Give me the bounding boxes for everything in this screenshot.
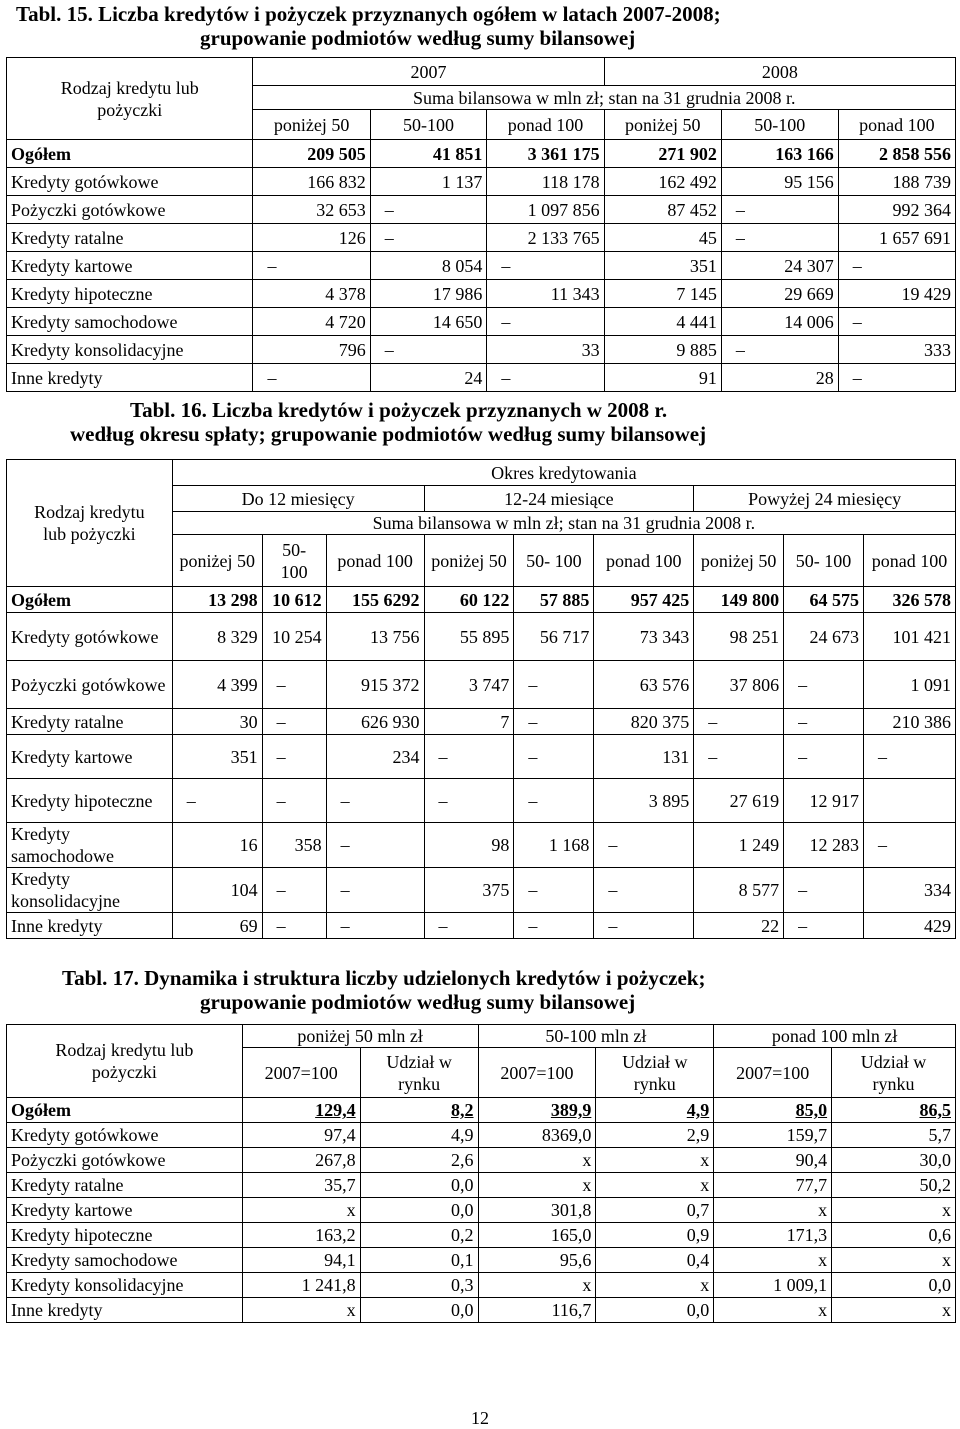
table-cell: x <box>714 1248 832 1273</box>
table-cell: 334 <box>864 868 956 913</box>
table-cell: 0,0 <box>360 1173 478 1198</box>
table-cell: 63 576 <box>594 661 694 709</box>
table-row <box>7 735 956 779</box>
table-cell: – <box>784 661 864 709</box>
table-row <box>7 587 956 613</box>
table-row <box>7 252 956 280</box>
table-cell: 118 178 <box>487 168 604 196</box>
table-row <box>7 1173 956 1198</box>
table-cell: – <box>370 224 487 252</box>
table-17-index-header: 2007=100 <box>714 1048 832 1098</box>
row-label: Ogółem <box>7 1098 243 1123</box>
table-16-col-header: 50- 100 <box>262 535 326 587</box>
table-cell: – <box>262 709 326 735</box>
row-label: Kredyty konsolidacyjne <box>7 1273 243 1298</box>
table-row <box>7 913 956 939</box>
table-cell: 4,9 <box>596 1098 714 1123</box>
table-cell: 0,0 <box>596 1298 714 1323</box>
row-label: Kredyty hipoteczne <box>7 280 253 308</box>
table-cell-empty <box>864 779 956 823</box>
table-cell: x <box>714 1198 832 1223</box>
table-cell: 129,4 <box>242 1098 360 1123</box>
table-cell: – <box>326 823 424 868</box>
table-16-col-header: 50- 100 <box>514 535 594 587</box>
table-row <box>7 709 956 735</box>
table-cell: 56 717 <box>514 613 594 661</box>
table-cell: – <box>838 364 955 392</box>
table-row <box>7 308 956 336</box>
table-cell: 12 917 <box>784 779 864 823</box>
table-cell: x <box>242 1298 360 1323</box>
table-cell: 3 361 175 <box>487 140 604 168</box>
table-cell: 9 885 <box>604 336 721 364</box>
table-cell: 1 657 691 <box>838 224 955 252</box>
table-cell: 149 800 <box>694 587 784 613</box>
table-17 <box>6 1024 956 1323</box>
table-cell: x <box>596 1173 714 1198</box>
table-cell: 326 578 <box>864 587 956 613</box>
table-row <box>7 868 956 913</box>
table-cell: x <box>478 1273 596 1298</box>
table-15-subheader: Suma bilansowa w mln zł; stan na 31 grudnia 2008 r. <box>253 86 956 110</box>
table-17-share-header: Udział w rynku <box>832 1048 956 1098</box>
table-cell: 97,4 <box>242 1123 360 1148</box>
table-cell: 33 <box>487 336 604 364</box>
table-row <box>7 168 956 196</box>
table-cell: 27 619 <box>694 779 784 823</box>
row-label: Kredyty konsolidacyjne <box>7 336 253 364</box>
row-label: Kredyty gotówkowe <box>7 613 173 661</box>
table-cell: 57 885 <box>514 587 594 613</box>
table-cell: 50,2 <box>832 1173 956 1198</box>
page-number: 12 <box>471 1408 489 1428</box>
table-cell: 4 378 <box>253 280 370 308</box>
table-cell: 1 241,8 <box>242 1273 360 1298</box>
table-cell: 1 249 <box>694 823 784 868</box>
table-cell: 0,9 <box>596 1223 714 1248</box>
table-cell: 16 <box>172 823 262 868</box>
table-cell: 45 <box>604 224 721 252</box>
table-cell: x <box>832 1248 956 1273</box>
table-cell: 166 832 <box>253 168 370 196</box>
table-cell: 0,2 <box>360 1223 478 1248</box>
table-cell: 0,6 <box>832 1223 956 1248</box>
table-cell: 429 <box>864 913 956 939</box>
table-cell: 131 <box>594 735 694 779</box>
table-cell: 0,0 <box>360 1298 478 1323</box>
table-row <box>7 1248 956 1273</box>
table-cell: 24 <box>370 364 487 392</box>
row-label: Pożyczki gotówkowe <box>7 1148 243 1173</box>
table-row <box>7 661 956 709</box>
table-cell: – <box>326 779 424 823</box>
table-row <box>7 196 956 224</box>
table-cell: x <box>478 1173 596 1198</box>
table-cell: 104 <box>172 868 262 913</box>
table-cell: – <box>487 308 604 336</box>
table-16-col-header: poniżej 50 <box>694 535 784 587</box>
table-cell: 5,7 <box>832 1123 956 1148</box>
table-cell: 35,7 <box>242 1173 360 1198</box>
row-label: Kredyty samochodowe <box>7 823 173 868</box>
table-16-group-header: Do 12 miesięcy <box>172 486 424 512</box>
row-label: Ogółem <box>7 140 253 168</box>
table-17-index-header: 2007=100 <box>242 1048 360 1098</box>
table-17-share-header: Udział w rynku <box>360 1048 478 1098</box>
table-cell: 98 <box>424 823 514 868</box>
table-cell: – <box>514 779 594 823</box>
table-16-title-line2: według okresu spłaty; grupowanie podmiotów według sumy bilansowej <box>70 422 707 446</box>
table-17-share-header: Udział w rynku <box>596 1048 714 1098</box>
row-label: Inne kredyty <box>7 913 173 939</box>
table-16 <box>6 459 956 939</box>
table-row <box>7 364 956 392</box>
table-17-index-header: 2007=100 <box>478 1048 596 1098</box>
table-16-title-line1: Tabl. 16. Liczba kredytów i pożyczek przyznanych w 2008 r. <box>130 398 668 422</box>
table-cell: 0,1 <box>360 1248 478 1273</box>
table-cell: 30 <box>172 709 262 735</box>
row-label: Ogółem <box>7 587 173 613</box>
table-cell: 11 343 <box>487 280 604 308</box>
table-15-col-header: 50-100 <box>370 110 487 140</box>
table-row <box>7 1298 956 1323</box>
table-cell: 86,5 <box>832 1098 956 1123</box>
row-label: Kredyty ratalne <box>7 224 253 252</box>
table-16-group-header: Powyżej 24 miesięcy <box>694 486 956 512</box>
table-15-year-2007: 2007 <box>253 58 604 86</box>
table-cell: 162 492 <box>604 168 721 196</box>
table-15-col-header: poniżej 50 <box>604 110 721 140</box>
row-label: Kredyty hipoteczne <box>7 1223 243 1248</box>
row-label: Kredyty kartowe <box>7 252 253 280</box>
table-cell: 0,7 <box>596 1198 714 1223</box>
table-cell: – <box>514 709 594 735</box>
table-cell: – <box>514 913 594 939</box>
row-label: Kredyty gotówkowe <box>7 168 253 196</box>
table-cell: 0,0 <box>832 1273 956 1298</box>
table-cell: 271 902 <box>604 140 721 168</box>
table-cell: 8 054 <box>370 252 487 280</box>
table-row <box>7 823 956 868</box>
table-cell: x <box>714 1298 832 1323</box>
table-cell: – <box>694 735 784 779</box>
table-cell: 3 747 <box>424 661 514 709</box>
table-cell: 32 653 <box>253 196 370 224</box>
table-cell: – <box>784 709 864 735</box>
table-cell: 41 851 <box>370 140 487 168</box>
table-cell: 24 307 <box>721 252 838 280</box>
table-cell: – <box>424 913 514 939</box>
table-cell: 2,6 <box>360 1148 478 1173</box>
row-label: Kredyty samochodowe <box>7 1248 243 1273</box>
table-row <box>7 336 956 364</box>
table-17-group-header: 50-100 mln zł <box>478 1025 714 1048</box>
table-cell: – <box>262 661 326 709</box>
table-cell: x <box>242 1198 360 1223</box>
table-cell: 1 097 856 <box>487 196 604 224</box>
table-cell: 30,0 <box>832 1148 956 1173</box>
table-cell: 91 <box>604 364 721 392</box>
table-15-col-header: ponad 100 <box>487 110 604 140</box>
table-cell: 3 895 <box>594 779 694 823</box>
table-cell: – <box>487 364 604 392</box>
table-cell: 14 006 <box>721 308 838 336</box>
table-cell: 8 577 <box>694 868 784 913</box>
table-cell: 10 612 <box>262 587 326 613</box>
table-cell: 4 399 <box>172 661 262 709</box>
table-cell: – <box>370 196 487 224</box>
table-16-row-header: Rodzaj kredytu lub pożyczki <box>7 460 173 587</box>
row-label: Kredyty gotówkowe <box>7 1123 243 1148</box>
table-17-title <box>16 966 956 1014</box>
row-label: Kredyty kartowe <box>7 1198 243 1223</box>
table-cell: 820 375 <box>594 709 694 735</box>
table-cell: 17 986 <box>370 280 487 308</box>
table-15-title-line2: grupowanie podmiotów według sumy bilansowej <box>200 26 636 50</box>
table-cell: 389,9 <box>478 1098 596 1123</box>
table-cell: 73 343 <box>594 613 694 661</box>
table-cell: 19 429 <box>838 280 955 308</box>
row-label: Pożyczki gotówkowe <box>7 196 253 224</box>
table-cell: 1 168 <box>514 823 594 868</box>
table-cell: 301,8 <box>478 1198 596 1223</box>
table-cell: 234 <box>326 735 424 779</box>
table-cell: – <box>487 252 604 280</box>
table-15-row-header: Rodzaj kredytu lub pożyczki <box>7 58 253 140</box>
table-cell: – <box>864 823 956 868</box>
table-cell: 98 251 <box>694 613 784 661</box>
table-cell: – <box>172 779 262 823</box>
table-cell: 77,7 <box>714 1173 832 1198</box>
table-cell: 12 283 <box>784 823 864 868</box>
table-17-title-line1: Tabl. 17. Dynamika i struktura liczby udzielonych kredytów i pożyczek; <box>62 966 706 990</box>
table-17-row-header: Rodzaj kredytu lub pożyczki <box>7 1025 243 1098</box>
table-cell: 163 166 <box>721 140 838 168</box>
table-row <box>7 1273 956 1298</box>
table-17-group-header: ponad 100 mln zł <box>714 1025 956 1048</box>
table-row <box>7 1223 956 1248</box>
table-cell: 90,4 <box>714 1148 832 1173</box>
table-row <box>7 224 956 252</box>
table-cell: 2 858 556 <box>838 140 955 168</box>
table-cell: x <box>832 1198 956 1223</box>
table-cell: – <box>514 868 594 913</box>
table-cell: 351 <box>172 735 262 779</box>
table-row <box>7 1148 956 1173</box>
table-16-title <box>16 398 956 446</box>
table-cell: – <box>326 868 424 913</box>
table-cell: 626 930 <box>326 709 424 735</box>
table-cell: 7 <box>424 709 514 735</box>
table-cell: 85,0 <box>714 1098 832 1123</box>
table-cell: 1 137 <box>370 168 487 196</box>
table-15-year-2008: 2008 <box>604 58 955 86</box>
table-cell: x <box>596 1148 714 1173</box>
row-label: Kredyty hipoteczne <box>7 779 173 823</box>
table-cell: 992 364 <box>838 196 955 224</box>
table-17-title-line2: grupowanie podmiotów według sumy bilansowej <box>200 990 636 1014</box>
table-cell: x <box>832 1298 956 1323</box>
table-cell: 101 421 <box>864 613 956 661</box>
table-cell: – <box>262 779 326 823</box>
table-cell: 188 739 <box>838 168 955 196</box>
table-cell: 155 6292 <box>326 587 424 613</box>
table-15 <box>6 57 956 392</box>
table-cell: – <box>253 364 370 392</box>
table-16-col-header: ponad 100 <box>326 535 424 587</box>
table-16-group-header: 12-24 miesiące <box>424 486 694 512</box>
table-cell: 210 386 <box>864 709 956 735</box>
table-cell: 2 133 765 <box>487 224 604 252</box>
table-16-period-header: Okres kredytowania <box>172 460 955 486</box>
table-cell: 0,3 <box>360 1273 478 1298</box>
table-15-title <box>16 2 956 50</box>
table-cell: – <box>514 661 594 709</box>
table-cell: – <box>370 336 487 364</box>
table-15-col-header: poniżej 50 <box>253 110 370 140</box>
table-cell: 0,4 <box>596 1248 714 1273</box>
table-cell: – <box>424 779 514 823</box>
row-label: Kredyty konsolidacyjne <box>7 868 173 913</box>
table-cell: – <box>721 336 838 364</box>
table-cell: – <box>326 913 424 939</box>
table-cell: 13 756 <box>326 613 424 661</box>
table-cell: – <box>784 868 864 913</box>
row-label: Inne kredyty <box>7 364 253 392</box>
table-cell: 116,7 <box>478 1298 596 1323</box>
table-cell: 8 329 <box>172 613 262 661</box>
row-label: Inne kredyty <box>7 1298 243 1323</box>
table-16-col-header: poniżej 50 <box>424 535 514 587</box>
table-row <box>7 140 956 168</box>
table-cell: – <box>838 308 955 336</box>
table-cell: – <box>721 224 838 252</box>
table-cell: 14 650 <box>370 308 487 336</box>
row-label: Pożyczki gotówkowe <box>7 661 173 709</box>
table-cell: 7 145 <box>604 280 721 308</box>
table-cell: x <box>596 1273 714 1298</box>
table-cell: – <box>721 196 838 224</box>
table-cell: – <box>424 735 514 779</box>
table-row <box>7 1123 956 1148</box>
table-cell: 1 091 <box>864 661 956 709</box>
table-cell: – <box>514 735 594 779</box>
table-cell: – <box>784 913 864 939</box>
table-cell: 87 452 <box>604 196 721 224</box>
table-16-col-header: ponad 100 <box>864 535 956 587</box>
table-cell: 4,9 <box>360 1123 478 1148</box>
table-cell: 351 <box>604 252 721 280</box>
table-cell: 69 <box>172 913 262 939</box>
table-cell: 10 254 <box>262 613 326 661</box>
table-cell: 171,3 <box>714 1223 832 1248</box>
table-cell: 4 441 <box>604 308 721 336</box>
table-cell: 28 <box>721 364 838 392</box>
table-cell: 8369,0 <box>478 1123 596 1148</box>
table-cell: 95 156 <box>721 168 838 196</box>
table-16-subheader: Suma bilansowa w mln zł; stan na 31 grudnia 2008 r. <box>172 512 955 535</box>
row-label: Kredyty ratalne <box>7 709 173 735</box>
table-cell: 37 806 <box>694 661 784 709</box>
table-cell: 94,1 <box>242 1248 360 1273</box>
row-label: Kredyty ratalne <box>7 1173 243 1198</box>
table-cell: – <box>838 252 955 280</box>
table-cell: 8,2 <box>360 1098 478 1123</box>
table-cell: 64 575 <box>784 587 864 613</box>
table-cell: 55 895 <box>424 613 514 661</box>
table-cell: 126 <box>253 224 370 252</box>
table-cell: 267,8 <box>242 1148 360 1173</box>
table-cell: 957 425 <box>594 587 694 613</box>
table-cell: 165,0 <box>478 1223 596 1248</box>
table-cell: 13 298 <box>172 587 262 613</box>
table-cell: – <box>262 913 326 939</box>
table-cell: 796 <box>253 336 370 364</box>
table-cell: x <box>478 1148 596 1173</box>
table-cell: 159,7 <box>714 1123 832 1148</box>
table-cell: 29 669 <box>721 280 838 308</box>
table-cell: 24 673 <box>784 613 864 661</box>
table-row <box>7 280 956 308</box>
table-row <box>7 1198 956 1223</box>
table-cell: – <box>262 868 326 913</box>
table-cell: 1 009,1 <box>714 1273 832 1298</box>
table-16-col-header: poniżej 50 <box>172 535 262 587</box>
row-label: Kredyty samochodowe <box>7 308 253 336</box>
table-cell: 2,9 <box>596 1123 714 1148</box>
table-row <box>7 779 956 823</box>
table-cell: 915 372 <box>326 661 424 709</box>
table-cell: – <box>864 735 956 779</box>
table-cell: 0,0 <box>360 1198 478 1223</box>
table-cell: – <box>594 823 694 868</box>
table-cell: 358 <box>262 823 326 868</box>
table-cell: – <box>694 709 784 735</box>
table-15-col-header: 50-100 <box>721 110 838 140</box>
table-cell: – <box>594 868 694 913</box>
table-cell: – <box>262 735 326 779</box>
table-cell: – <box>784 735 864 779</box>
row-label: Kredyty kartowe <box>7 735 173 779</box>
table-cell: 163,2 <box>242 1223 360 1248</box>
table-16-col-header: ponad 100 <box>594 535 694 587</box>
table-17-group-header: poniżej 50 mln zł <box>242 1025 478 1048</box>
table-row <box>7 613 956 661</box>
table-15-col-header: ponad 100 <box>838 110 955 140</box>
table-cell: 4 720 <box>253 308 370 336</box>
table-cell: 60 122 <box>424 587 514 613</box>
table-cell: 209 505 <box>253 140 370 168</box>
table-row <box>7 1098 956 1123</box>
table-cell: – <box>594 913 694 939</box>
table-15-title-line1: Tabl. 15. Liczba kredytów i pożyczek przyznanych ogółem w latach 2007-2008; <box>16 2 721 26</box>
table-16-col-header: 50- 100 <box>784 535 864 587</box>
table-cell: 22 <box>694 913 784 939</box>
table-cell: 333 <box>838 336 955 364</box>
table-cell: – <box>253 252 370 280</box>
table-cell: 95,6 <box>478 1248 596 1273</box>
table-cell: 375 <box>424 868 514 913</box>
